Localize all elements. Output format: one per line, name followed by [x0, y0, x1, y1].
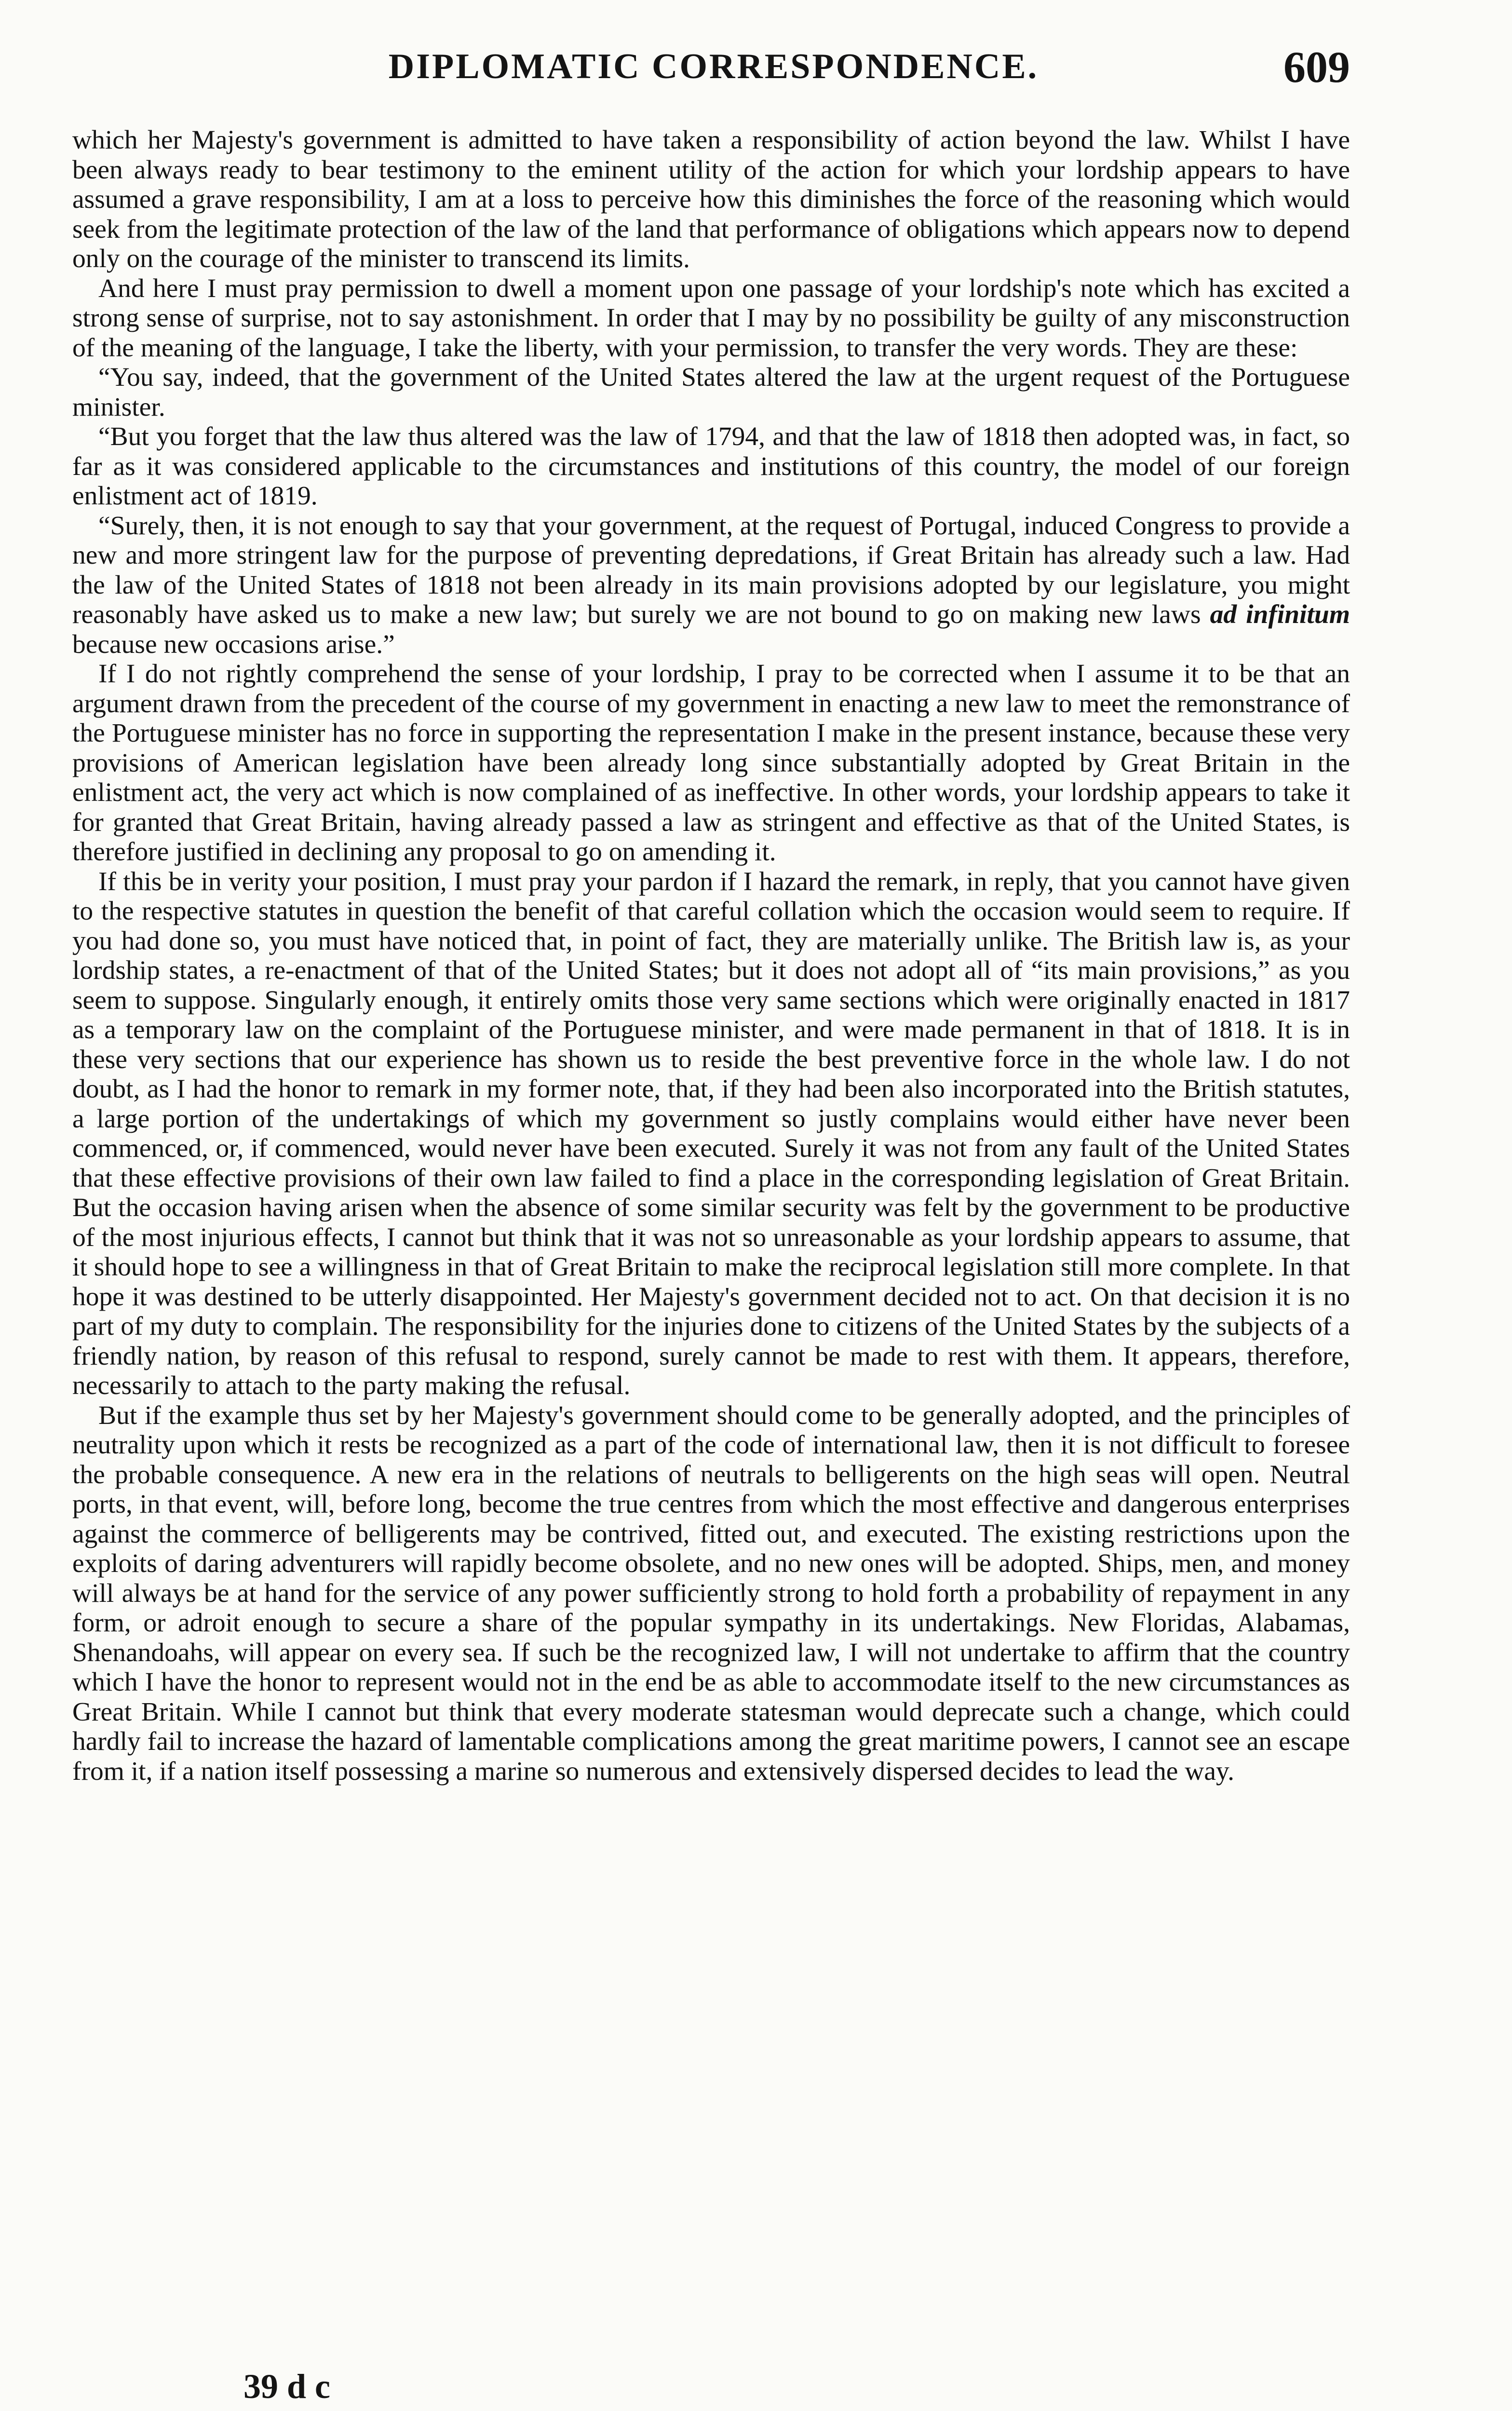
- quoted-paragraph: “You say, indeed, that the government of the United States altered the law at the urgent request of the Portuguese minister.: [72, 363, 1350, 422]
- paragraph: If this be in verity your position, I must pray your pardon if I hazard the remark, in reply, that you cannot have given to the respective statutes in question the benefit of that careful collation which the occasion would seem to require. If you had done so, you must have noticed that, in point of fact, they are materially unlike. The British law is, as your lordship states, a re-enactment of that of the United States; but it does not adopt all of “its main provisions,” as you seem to suppose. Singularly enough, it entirely omits those very same sections which were originally enacted in 1817 as a temporary law on the complaint of the Portuguese minister, and were made permanent in that of 1818. It is in these very sections that our experience has shown us to reside the best preventive force in the whole law. I do not doubt, as I had the honor to remark in my former note, that, if they had been also incorporated into the British statutes, a large portion of the undertakings of which my government so justly complains would either have never been commenced, or, if commenced, would never have been executed. Surely it was not from any fault of the United States that these effective provisions of their own law failed to find a place in the corresponding legislation of Great Britain. But the occasion having arisen when the absence of some similar security was felt by the government to be productive of the most injurious effects, I cannot but think that it was not so unreasonable as your lordship appears to assume, that it should hope to see a willingness in that of Great Britain to make the reciprocal legislation still more complete. In that hope it was destined to be utterly disappointed. Her Majesty's government decided not to act. On that decision it is no part of my duty to complain. The responsibility for the injuries done to citizens of the United States by the subjects of a friendly nation, by reason of this refusal to respond, surely cannot be made to rest with them. It appears, therefore, necessarily to attach to the party making the refusal.: [72, 867, 1350, 1400]
- quoted-text: “Surely, then, it is not enough to say that your government, at the request of Portugal, induced Congress to provide a new and more stringent law for the purpose of preventing depredations, if Great Britain has already such a law. Had the law of the United States of 1818 not been already in its main provisions adopted by our legislature, you might reasonably have asked us to make a new law; but surely we are not bound to go on making new laws: [72, 511, 1350, 629]
- quoted-paragraph: “But you forget that the law thus altered was the law of 1794, and that the law of 1818 then adopted was, in fact, so far as it was considered applicable to the circumstances and institutions of this country, the model of our foreign enlistment act of 1819.: [72, 422, 1350, 511]
- quoted-text: because new occasions arise.”: [72, 629, 395, 659]
- running-head: [77, 41, 1350, 95]
- paragraph-continuation: which her Majesty's government is admitted to have taken a responsibility of action beyond the law. Whilst I have been always ready to bear testimony to the eminent utility of the action for which your lordship appears to have assumed a grave responsibility, I am at a loss to perceive how this diminishes the force of the reasoning which would seek from the legitimate protection of the law of the land that performance of obligations which appears now to depend only on the courage of the minister to transcend its limits.: [72, 125, 1350, 273]
- paragraph: But if the example thus set by her Majesty's government should come to be generally adopted, and the principles of neutrality upon which it rests be recognized as a part of the code of international law, then it is not difficult to foresee the probable consequence. A new era in the relations of neutrals to belligerents on the high seas will open. Neutral ports, in that event, will, before long, become the true centres from which the most effective and dangerous enterprises against the commerce of belligerents may be contrived, fitted out, and executed. The existing restrictions upon the exploits of daring adventurers will rapidly become obsolete, and no new ones will be adopted. Ships, men, and money will always be at hand for the service of any power sufficiently strong to hold forth a probability of repayment in any form, or adroit enough to secure a share of the popular sympathy in its undertakings. New Floridas, Alabamas, Shenandoahs, will appear on every sea. If such be the recognized law, I will not undertake to affirm that the country which I have the honor to represent would not in the end be as able to accommodate itself to the new circumstances as Great Britain. While I cannot but think that every moderate statesman would deprecate such a change, which could hardly fail to increase the hazard of lamentable complications among the great maritime powers, I cannot see an escape from it, if a nation itself possessing a marine so numerous and extensively dispersed decides to lead the way.: [72, 1400, 1350, 1786]
- paragraph: And here I must pray permission to dwell a moment upon one passage of your lordship's note which has excited a strong sense of surprise, not to say astonishment. In order that I may by no possibility be guilty of any misconstruction of the meaning of the language, I take the liberty, with your permission, to transfer the very words. They are these:: [72, 273, 1350, 363]
- quoted-paragraph: [72, 511, 1350, 660]
- signature-mark: 39 d c: [243, 2367, 330, 2406]
- paragraph: If I do not rightly comprehend the sense of your lordship, I pray to be corrected when I assume it to be that an argument drawn from the precedent of the course of my government in enacting a new law to meet the remonstrance of the Portuguese minister has no force in supporting the representation I make in the present instance, because these very provisions of American legislation have been already long since substantially adopted by Great Britain in the enlistment act, the very act which is now complained of as ineffective. In other words, your lordship appears to take it for granted that Great Britain, having already passed a law as stringent and effective as that of the United States, is therefore justified in declining any proposal to go on amending it.: [72, 659, 1350, 867]
- italic-phrase: ad infinitum: [1210, 600, 1350, 629]
- body-text: [72, 125, 1350, 1786]
- page-number: 609: [1283, 42, 1350, 92]
- page-header-title: DIPLOMATIC CORRESPONDENCE.: [388, 47, 1039, 86]
